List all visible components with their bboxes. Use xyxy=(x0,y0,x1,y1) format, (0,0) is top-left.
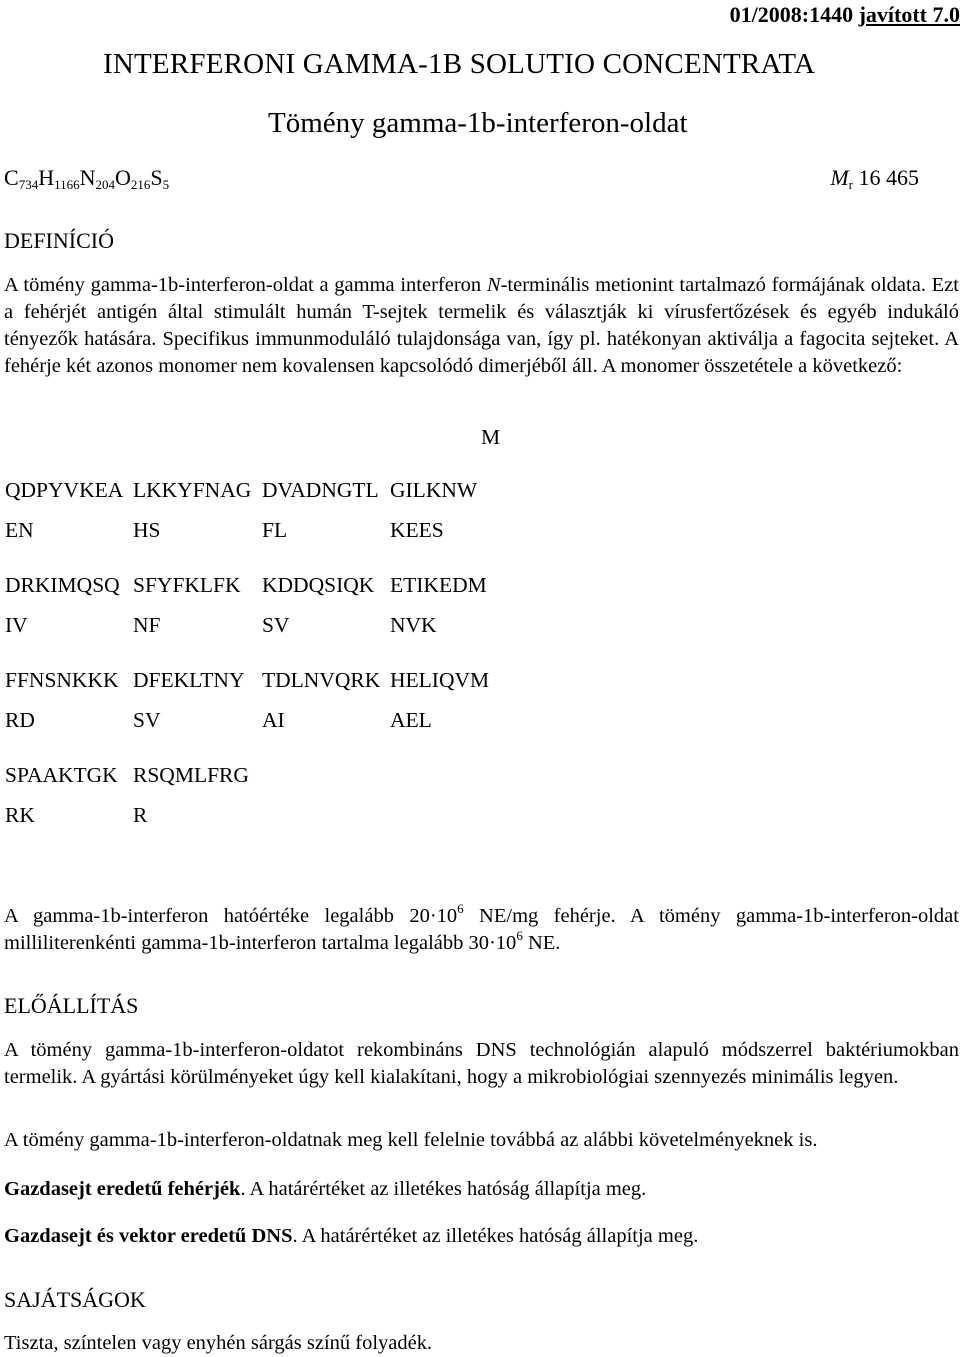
document-reference xyxy=(730,2,960,28)
sequence-segment: NVK xyxy=(390,613,437,637)
definition-heading: DEFINÍCIÓ xyxy=(4,228,114,253)
molecular-formula: $C_{734}H_{1166}N_{204}O_{216}S_5$ xyxy=(4,165,170,192)
host-cell-dna-paragraph: Gazdasejt és vektor eredetű DNS. A határértéket az illetékes hatóság állapítja meg. xyxy=(4,1225,699,1247)
sequence-segment: R xyxy=(133,803,148,827)
molecular-mass: $M_r$ 16 465 xyxy=(830,165,919,192)
sequence-segment: RK xyxy=(5,803,35,827)
sequence-segment: AEL xyxy=(390,708,432,732)
sequence-segment: DVADNGTL xyxy=(262,478,379,502)
sequence-segment: ETIKEDM xyxy=(390,573,487,597)
sequence-segment: KDDQSIQK xyxy=(262,573,375,597)
monograph-subtitle: Tömény gamma-1b-interferon-oldat xyxy=(268,107,688,139)
methionine-marker: M xyxy=(481,425,501,449)
sequence-segment: SV xyxy=(262,613,290,637)
sequence-segment: FL xyxy=(262,518,288,542)
sequence-segment: AI xyxy=(262,708,285,732)
requirements-paragraph: A tömény gamma-1b-interferon-oldatnak meg kell felelnie továbbá az alábbi követelményeknek is. xyxy=(4,1129,818,1151)
sequence-segment: SV xyxy=(133,708,161,732)
production-heading: ELŐÁLLÍTÁS xyxy=(4,993,139,1018)
sequence-segment: KEES xyxy=(390,518,444,542)
sequence-segment: IV xyxy=(5,613,28,637)
sequence-segment: SFYFKLFK xyxy=(133,573,241,597)
correction-label: javított 7.0 xyxy=(858,2,960,27)
sequence-segment: DFEKLTNY xyxy=(133,668,245,692)
sequence-segment: TDLNVQRK xyxy=(262,668,381,692)
sequence-segment: SPAAKTGK xyxy=(5,763,118,787)
sequence-segment: LKKYFNAG xyxy=(133,478,252,502)
sequence-segment: RD xyxy=(5,708,35,732)
properties-paragraph: Tiszta, színtelen vagy enyhén sárgás színű folyadék. xyxy=(4,1332,433,1354)
sequence-segment: RSQMLFRG xyxy=(133,763,249,787)
sequence-segment: DRKIMQSQ xyxy=(5,573,120,597)
monograph-title: INTERFERONI GAMMA-1B SOLUTIO CONCENTRATA xyxy=(103,48,816,80)
sequence-segment: NF xyxy=(133,613,161,637)
potency-paragraph: A gamma-1b-interferon hatóértéke legalább $20\cdot 10^6$ NE/mg fehérje. A tömény gamma-1b-interferon-oldat milliliterenkénti gamma-1b-interferon tartalma legalább $30\cdot 10^6$ NE. xyxy=(4,901,959,954)
monograph-number: 01/2008:1440 xyxy=(729,2,854,27)
sequence-segment: GILKNW xyxy=(390,478,478,502)
sequence-segment: QDPYVKEA xyxy=(5,478,124,502)
sequence-segment: FFNSNKKK xyxy=(5,668,119,692)
host-cell-protein-paragraph: Gazdasejt eredetű fehérjék. A határértéket az illetékes hatóság állapítja meg. xyxy=(4,1178,647,1200)
production-paragraph: A tömény gamma-1b-interferon-oldatot rekombináns DNS technológián alapuló módszerrel baktériumokban termelik. A gyártási körülményeket úgy kell kialakítani, hogy a mikrobiológiai szennyezés minimális legyen. xyxy=(4,1039,959,1088)
sequence-segment: HELIQVM xyxy=(390,668,490,692)
definition-paragraph: A tömény gamma-1b-interferon-oldat a gamma interferon N-terminális metionint tartalmazó formájának oldata. Ezt a fehérjét antigén által stimulált humán T-sejtek termelik és választják ki vírusfertőzések és egyéb indukáló tényezők hatására. Specifikus immunmoduláló tulajdonsága van, így pl. hatékonyan aktiválja a fagocita sejteket. A fehérje két azonos monomer nem kovalensen kapcsolódó dimerjéből áll. A monomer összetétele a következő: xyxy=(4,274,959,377)
sequence-segment: EN xyxy=(5,518,34,542)
properties-heading: SAJÁTSÁGOK xyxy=(4,1287,146,1312)
sequence-segment: HS xyxy=(133,518,161,542)
